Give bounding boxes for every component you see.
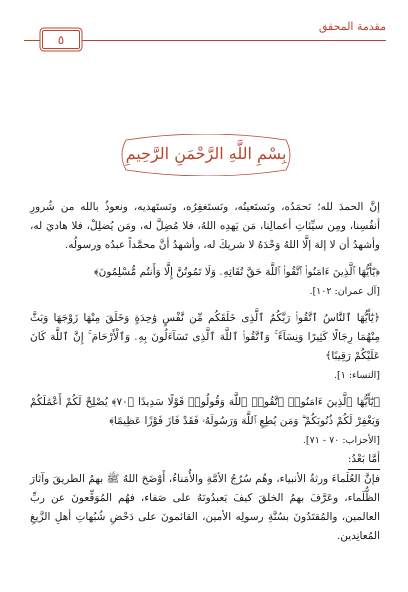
page-number: ٥ xyxy=(42,30,80,49)
verse-3: ﴿يَٰٓأَيُّهَا ٱلَّذِينَ ءَامَنُوا۟ ٱتَّقُوا۟ ٱللَّهَ وَقُولُوا۟ قَوْلًا سَدِيدًا ﴿٧٠﴾ يُصْلِحْ لَكُمْ أَعْمَٰلَكُمْ وَيَغْفِرْ لَكُمْ ذُنُوبَكُمْ ۗ وَمَن يُطِعِ ٱللَّهَ وَرَسُولَهُۥ فَقَدْ فَازَ فَوْزًا عَظِيمًا﴾ xyxy=(30,396,380,427)
verse-1: ﴿يَٰٓأَيُّهَا ٱلَّذِينَ ءَامَنُوا۟ ٱتَّقُوا۟ ٱللَّهَ حَقَّ تُقَاتِهِۦ وَلَا تَمُوتُنَّ إِلَّا وَأَنتُم مُّسْلِمُونَ﴾ xyxy=(93,266,380,278)
section-title: مقدمة المحقق xyxy=(315,20,386,33)
closing-paragraph: فإنَّ العُلَماءَ ورثةُ الأنبياء، وهُم سُرُجُ الأمَّةِ والأُمَناءُ، أَوْضَحَ اللهُ ﷺ بهمُ الطريقَ وآثارَ الظُّلَماء، وعَرَّفَ بهمُ الخلقَ كيفَ يَعبدُونَهُ على صَفاء، فهُم المُوَقِّعونَ عن ربِّ العالمين، والمُقتَدُونَ بسُنَّةِ رسولِه الأمين، القائمونَ على دَحْضِ شُبُهاتِ أهلِ الزَّيغِ المُعانِدين. xyxy=(30,473,380,542)
verse-1-reference: [آل عمران: ١٠٢]. xyxy=(309,286,380,297)
verse-2-reference: [النساء: ١]. xyxy=(333,370,380,381)
verse-2: ﴿يَٰٓأَيُّهَا ٱلنَّاسُ ٱتَّقُوا۟ رَبَّكُمُ ٱلَّذِى خَلَقَكُم مِّن نَّفْسٍ وَٰحِدَةٍ وَخَلَقَ مِنْهَا زَوْجَهَا وَبَثَّ مِنْهُمَا رِجَالًا كَثِيرًا وَنِسَآءً ۚ وَٱتَّقُوا۟ ٱللَّهَ ٱلَّذِى تَسَآءَلُونَ بِهِۦ وَٱلْأَرْحَامَ ۚ إِنَّ ٱللَّهَ كَانَ عَلَيْكُمْ رَقِيبًا﴾ xyxy=(30,312,380,362)
basmala-ornament xyxy=(116,134,296,176)
intro-paragraph: إنَّ الحمدَ لله؛ نَحمَدُه، ونَستَعينُه، ونَستَغفِرُه، ونَستَهديه، ونعوذُ بالله من شُرورِ أنفُسِنا، ومِن سيِّئاتِ أعمالِنا، مَن يَهدِه اللهُ، فلا مُضِلَّ له، ومَن يُضلِلْ، فلا هاديَ له، وأشهدُ أن لا إلهَ إلَّا اللهُ وَحْدَهُ لا شريكَ له، وأشهدُ أنَّ محمَّداً عبدُه ورسولُه. xyxy=(30,201,380,251)
amma-heading: أمَّا بَعْدُ: xyxy=(348,450,380,470)
basmala: بِسْمِ اللَّهِ الرَّحْمَنِ الرَّحِيمِ xyxy=(125,144,287,163)
body-text xyxy=(30,198,380,546)
page-header xyxy=(24,22,386,48)
verse-3-reference: [الأحزاب: ٧٠ - ٧١]. xyxy=(302,435,380,446)
